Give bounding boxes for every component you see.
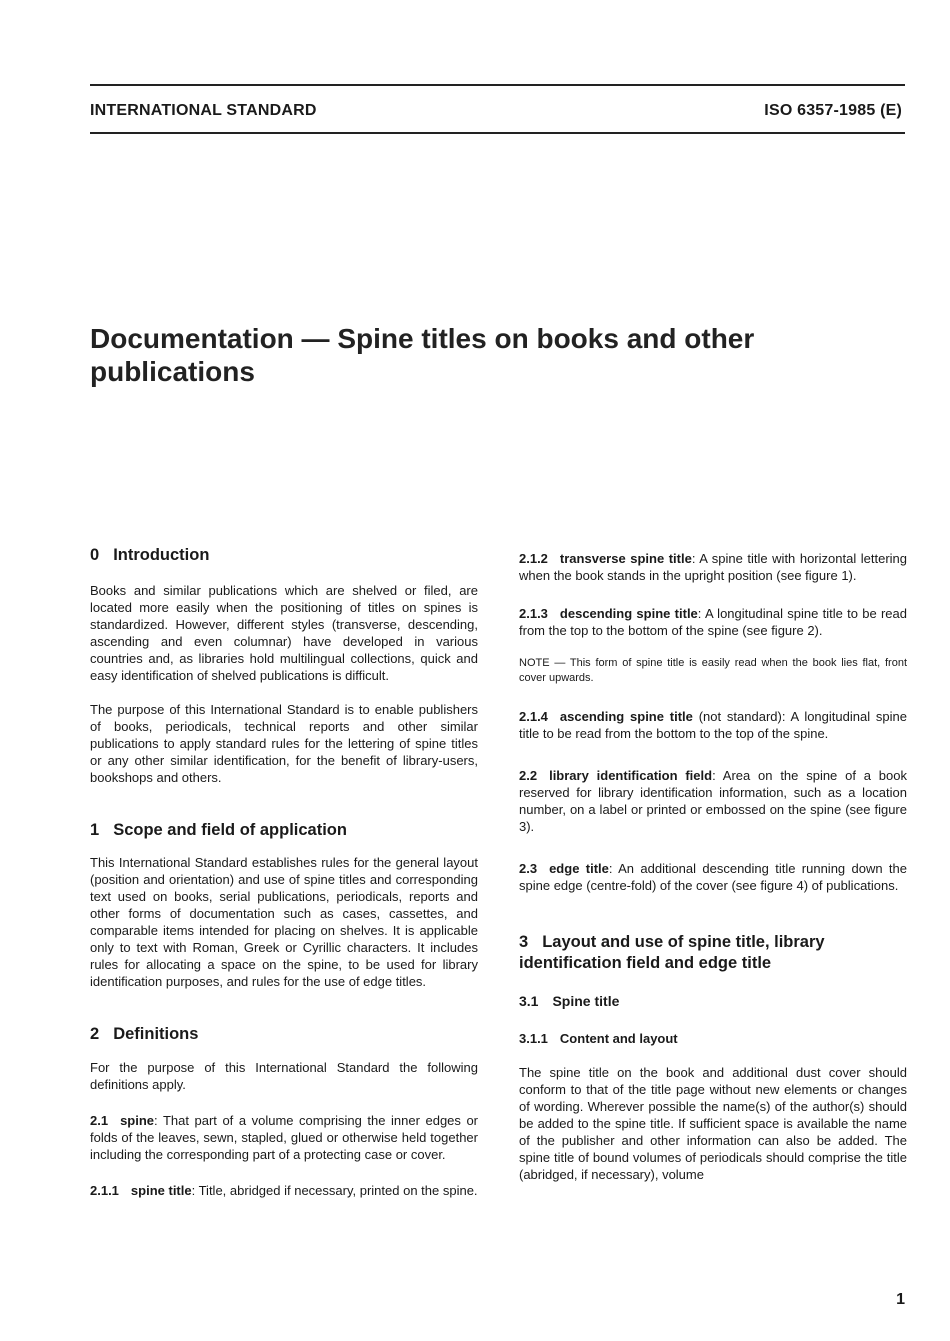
definition-2-3 [519,860,907,894]
left-column [90,545,478,1199]
section-2-heading [90,1024,478,1045]
header-standard-number: ISO 6357-1985 (E) [764,102,902,119]
definition-text: : An additional descending title running down the spine edge (centre-fold) of the cover (see figure 4) of publications. [519,861,907,893]
header-standard-label: INTERNATIONAL STANDARD [90,102,317,119]
section-3-1-1-heading [519,1030,907,1047]
definition-2-1-3 [519,605,907,639]
section-number: 2 [90,1025,100,1043]
section-title: Definitions [113,1025,199,1043]
defined-term: ascending spine title [559,709,693,724]
definition-2-2 [519,767,907,835]
section-number: 3.1.1 [519,1031,548,1046]
intro-paragraph-2: The purpose of this International Standard is to enable publishers of books, periodicals, technical reports and other similar publications to apply standard rules for the lettering of spine titles or any other similar identification, for the benefit of library-users, bookshops and others. [90,702,478,785]
definition-2-1-4 [519,708,907,742]
definitions-intro: For the purpose of this International Standard the following definitions apply. [90,1060,478,1092]
section-1-heading [90,820,478,841]
section-title: Spine title [552,993,620,1009]
defined-term: edge title [549,861,609,876]
definition-2-1 [90,1112,478,1163]
clause-number: 2.3 [519,861,538,876]
intro-paragraph-1: Books and similar publications which are shelved or filed, are located more easily when the positioning of titles on spines is standardized. However, different styles (transverse, descending, ascending and even columnar) have developed in various countries and, as libraries hold multilingual collections, quick and easy identification of shelved publications is difficult. [90,583,478,683]
section-title: Content and layout [559,1031,678,1046]
section-number: 3.1 [519,993,539,1009]
definition-text: : Title, abridged if necessary, printed on the spine. [191,1183,478,1198]
section-number: 1 [90,821,100,839]
definition-text: : Area on the spine of a book reserved for library identification information, such as a location number, on a label or printed or embossed on the spine (see figure 3). [519,768,907,834]
defined-term: spine [120,1113,155,1128]
clause-number: 2.1.3 [519,606,548,621]
section-number: 0 [90,546,100,564]
defined-term: spine title [130,1183,192,1198]
section-title: Introduction [113,546,210,564]
definition-text: : A spine title with horizontal lettering when the book stands in the upright position (see figure 1). [519,551,907,583]
right-column [519,545,907,1183]
clause-number: 2.1.2 [519,551,548,566]
content-layout-paragraph: The spine title on the book and additional dust cover should conform to that of the title page without new elements or changes of wording. Wherever possible the name(s) of the author(s) should be added to the spine title. If sufficient space is available the name of the publisher and other information can also be added. The spine title of bound volumes of periodicals should comprise the title (abridged, if necessary), volume [519,1065,907,1182]
header-top-rule [90,84,905,86]
definition-text: (not standard): A longitudinal spine title to be read from the bottom to the top of the spine. [519,709,907,741]
definition-text: : That part of a volume comprising the inner edges or folds of the leaves, sewn, stapled, glued or otherwise held together including the corresponding part of a protecting case or cover. [90,1113,478,1162]
header-bottom-rule [90,132,905,134]
document-title: Documentation — Spine titles on books and other publications [90,323,755,387]
definition-note: NOTE — This form of spine title is easily read when the book lies flat, front cover upwards. [519,657,907,684]
page-number: 1 [896,1291,905,1308]
section-title: Layout and use of spine title, library identification field and edge title [519,933,825,972]
clause-number: 2.1.4 [519,709,548,724]
section-3-1-heading [519,992,907,1010]
section-3-heading [519,932,907,974]
section-title: Scope and field of application [113,821,347,839]
defined-term: library identification field [549,768,713,783]
section-number: 3 [519,933,529,951]
definition-text: : A longitudinal spine title to be read from the top to the bottom of the spine (see figure 2). [519,606,907,638]
scope-paragraph: This International Standard establishes rules for the general layout (position and orientation) and use of spine titles and corresponding text used on books, serial publications, periodicals, reports and other forms of documentation such as cases, cassettes, and comparable items intended for placing on shelves. It is applicable only to text with Roman, Greek or Cyrillic characters. It includes rules for allocating a space on the spine, to be used for library identification purposes, and rules for the use of edge titles. [90,855,478,989]
defined-term: descending spine title [559,606,698,621]
clause-number: 2.2 [519,768,538,783]
definition-2-1-2 [519,550,907,584]
definition-2-1-1 [90,1182,478,1199]
section-0-heading [90,545,478,566]
defined-term: transverse spine title [559,551,692,566]
clause-number: 2.1 [90,1113,109,1128]
clause-number: 2.1.1 [90,1183,119,1198]
